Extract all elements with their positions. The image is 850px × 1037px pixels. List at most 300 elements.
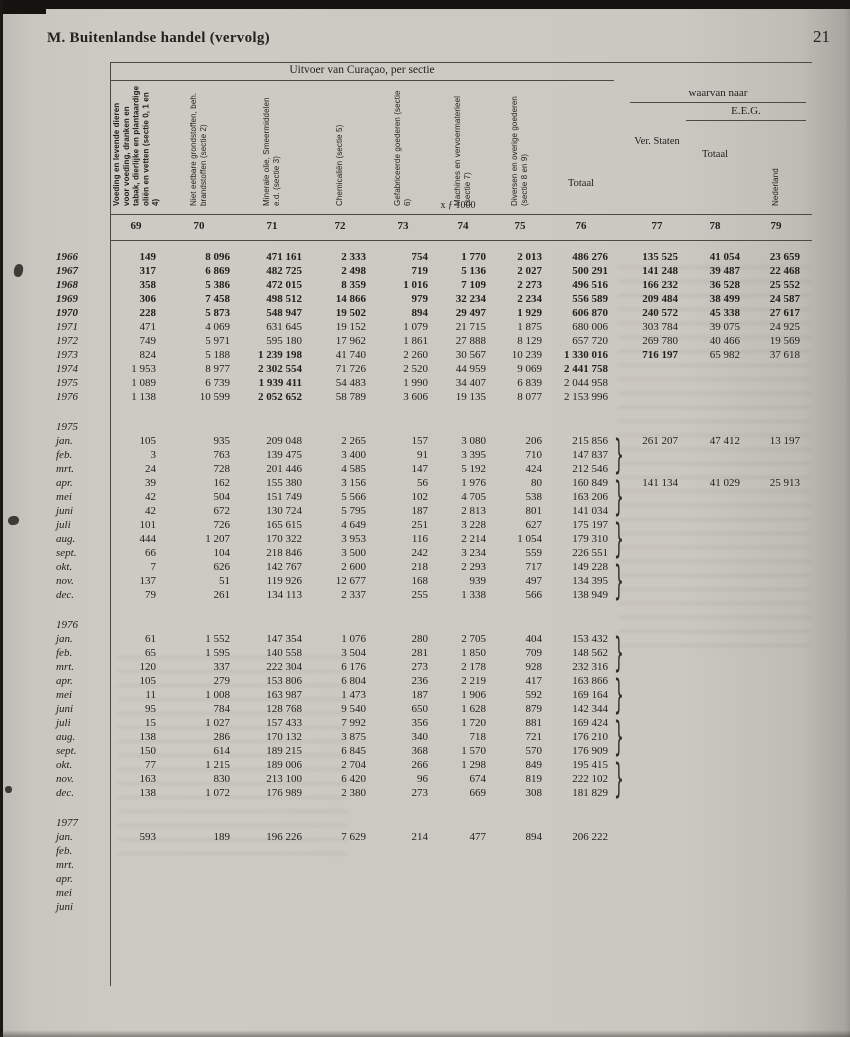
cell-col69: 228 [139, 307, 156, 319]
cell-col69: 138 [139, 787, 156, 799]
cell-col73: 96 [417, 773, 428, 785]
group-brace-cell [614, 306, 630, 320]
cell-col70: 8 977 [205, 363, 230, 375]
cell-col69: 749 [139, 335, 156, 347]
cell-col69: 39 [145, 477, 156, 489]
cell-col74: 19 135 [455, 391, 486, 403]
cell-col77 [630, 786, 684, 800]
cell-col79 [746, 886, 806, 900]
column-number-73: 73 [397, 220, 409, 232]
cell-col72: 2 333 [341, 251, 366, 263]
cell-col76: 169 164 [572, 689, 608, 701]
cell-col72: 4 585 [341, 463, 366, 475]
cell-col70: 5 971 [205, 335, 230, 347]
cell-col76: 680 006 [572, 321, 608, 333]
scan-artifact [5, 786, 12, 793]
cell-col72: 8 359 [341, 279, 366, 291]
cell-col78 [684, 844, 746, 858]
cell-col78 [684, 688, 746, 702]
cell-col75: 710 [525, 449, 542, 461]
table-row [48, 730, 806, 744]
cell-col77 [630, 730, 684, 744]
cell-col73: 273 [411, 787, 428, 799]
cell-col79: 13 197 [769, 435, 800, 447]
cell-col78 [684, 702, 746, 716]
cell-col74: 29 497 [455, 307, 486, 319]
cell-col75: 566 [525, 589, 542, 601]
cell-col70: 6 869 [205, 265, 230, 277]
cell-col78 [684, 730, 746, 744]
cell-col72: 19 502 [335, 307, 366, 319]
group-brace-cell [614, 264, 630, 278]
column-header-72: Chemicaliën (sectie 5) [335, 124, 345, 206]
cell-col74: 3 080 [461, 435, 486, 447]
row-label: aug. [56, 533, 76, 545]
cell-col74 [434, 886, 492, 900]
cell-col70: 6 739 [205, 377, 230, 389]
cell-col71: 189 215 [266, 745, 302, 757]
cell-col78: 65 982 [709, 349, 740, 361]
cell-col71: 165 615 [266, 519, 302, 531]
column-header-70: Niet eetbare grondstoffen, beh. brandstoffen (sectie 2) [189, 92, 208, 206]
group-brace-cell [614, 250, 630, 264]
cell-col73: 340 [411, 731, 428, 743]
cell-col73: 157 [411, 435, 428, 447]
cell-col78: 41 029 [709, 477, 740, 489]
cell-col71: 209 048 [266, 435, 302, 447]
table-row [48, 490, 806, 504]
group-brace-cell [614, 348, 630, 362]
cell-col75: 570 [525, 745, 542, 757]
cell-col77 [630, 504, 684, 518]
cell-col74: 30 567 [455, 349, 486, 361]
cell-col71: 155 380 [266, 477, 302, 489]
cell-col79 [746, 716, 806, 730]
cell-col75: 417 [525, 675, 542, 687]
cell-col76: 222 102 [572, 773, 608, 785]
cell-col78 [684, 858, 746, 872]
cell-col73 [372, 858, 434, 872]
cell-col77 [630, 702, 684, 716]
row-label: okt. [56, 759, 73, 771]
cell-col76: 606 870 [572, 307, 608, 319]
cell-col70 [162, 872, 236, 886]
row-label: jan. [56, 633, 73, 645]
cell-col77 [630, 858, 684, 872]
cell-col73: 147 [411, 463, 428, 475]
section-heading: 1976 [56, 619, 78, 631]
cell-col69: 306 [139, 293, 156, 305]
cell-col71: 170 132 [266, 731, 302, 743]
row-label: 1969 [56, 293, 78, 305]
cell-col72: 9 540 [341, 703, 366, 715]
cell-col78 [684, 362, 746, 376]
group-brace-cell [614, 472, 630, 520]
cell-col77 [630, 448, 684, 462]
cell-col73: 754 [411, 251, 428, 263]
cell-col78 [684, 744, 746, 758]
cell-col72 [308, 900, 372, 914]
cell-col71: 142 767 [266, 561, 302, 573]
row-label: juni [56, 703, 74, 715]
cell-col76 [548, 872, 614, 886]
cell-col77 [630, 546, 684, 560]
cell-col75: 879 [525, 703, 542, 715]
cell-col74: 669 [469, 787, 486, 799]
table-row [48, 390, 806, 404]
row-label: mrt. [56, 463, 75, 475]
cell-col72: 4 649 [341, 519, 366, 531]
table-row [48, 900, 806, 914]
cell-col79: 23 659 [769, 251, 800, 263]
cell-col70: 8 096 [205, 251, 230, 263]
cell-col74: 1 976 [461, 477, 486, 489]
group-brace-cell [614, 900, 630, 914]
cell-col75: 424 [525, 463, 542, 475]
cell-col79 [746, 490, 806, 504]
cell-col78 [684, 772, 746, 786]
cell-col78 [684, 448, 746, 462]
cell-col74: 1 720 [461, 717, 486, 729]
cell-col70: 5 386 [205, 279, 230, 291]
cell-col71: 472 015 [266, 279, 302, 291]
cell-col75: 2 234 [517, 293, 542, 305]
cell-col75: 592 [525, 689, 542, 701]
cell-col74: 2 705 [461, 633, 486, 645]
cell-col79 [746, 390, 806, 404]
cell-col79 [746, 786, 806, 800]
cell-col78: 47 412 [709, 435, 740, 447]
table-row [48, 886, 806, 900]
cell-col78 [684, 830, 746, 844]
cell-col70: 104 [213, 547, 230, 559]
cell-col75 [492, 886, 548, 900]
row-label: juli [56, 717, 71, 729]
cell-col75 [492, 872, 548, 886]
cell-col70: 337 [213, 661, 230, 673]
cell-col74 [434, 858, 492, 872]
cell-col71: 222 304 [266, 661, 302, 673]
column-number-79: 79 [770, 220, 782, 232]
cell-col77: 261 207 [642, 435, 678, 447]
group-brace-cell [614, 754, 630, 802]
cell-col72 [308, 858, 372, 872]
row-label: 1975 [56, 377, 78, 389]
column-number-77: 77 [651, 220, 663, 232]
rule-table-top [110, 62, 812, 63]
cell-col69: 101 [139, 519, 156, 531]
cell-col70: 784 [213, 703, 230, 715]
cell-col78: 36 528 [709, 279, 740, 291]
cell-col71 [236, 886, 308, 900]
cell-col73 [372, 844, 434, 858]
row-label: apr. [56, 873, 73, 885]
cell-col76: 2 441 758 [564, 363, 608, 375]
cell-col70: 830 [213, 773, 230, 785]
row-label: 1976 [56, 391, 78, 403]
cell-col71: 128 768 [266, 703, 302, 715]
cell-col76: 500 291 [572, 265, 608, 277]
cell-col79: 24 587 [769, 293, 800, 305]
cell-col72: 2 337 [341, 589, 366, 601]
cell-col73: 368 [411, 745, 428, 757]
cell-col72: 1 076 [341, 633, 366, 645]
cell-col72: 3 500 [341, 547, 366, 559]
cell-col72: 5 795 [341, 505, 366, 517]
cell-col76: 138 949 [572, 589, 608, 601]
cell-col75: 6 839 [517, 377, 542, 389]
cell-col75: 10 239 [511, 349, 542, 361]
cell-col73: 214 [411, 831, 428, 843]
column-number-75: 75 [514, 220, 526, 232]
cell-col74 [434, 900, 492, 914]
cell-col73: 266 [411, 759, 428, 771]
cell-col74: 477 [469, 831, 486, 843]
group-brace-cell [614, 670, 630, 718]
cell-col76: 142 344 [572, 703, 608, 715]
unit-note: x ƒ 1000 [440, 200, 476, 211]
cell-col73: 116 [411, 533, 428, 545]
cell-col74: 5 192 [461, 463, 486, 475]
cell-col76: 212 546 [572, 463, 608, 475]
cell-col77 [630, 744, 684, 758]
cell-col72: 7 629 [341, 831, 366, 843]
table-row [48, 532, 806, 546]
cell-col74: 2 293 [461, 561, 486, 573]
rule-above-column-numbers [110, 214, 812, 215]
cell-col77 [630, 362, 684, 376]
row-label: aug. [56, 731, 76, 743]
cell-col72 [308, 844, 372, 858]
cell-col69: 471 [139, 321, 156, 333]
cell-col69 [110, 886, 162, 900]
cell-col79 [746, 462, 806, 476]
cell-col77 [630, 376, 684, 390]
cell-col72: 2 600 [341, 561, 366, 573]
row-label: mei [56, 491, 72, 503]
table-row [48, 674, 806, 688]
cell-col70: 189 [213, 831, 230, 843]
cell-col70: 10 599 [199, 391, 230, 403]
cell-col74: 2 178 [461, 661, 486, 673]
group-brace-cell [614, 390, 630, 404]
cell-col71: 170 322 [266, 533, 302, 545]
cell-col69: 1 953 [131, 363, 156, 375]
cell-col74: 1 628 [461, 703, 486, 715]
cell-col72: 3 875 [341, 731, 366, 743]
brace-icon: } [614, 712, 624, 760]
cell-col70: 626 [213, 561, 230, 573]
cell-col78 [684, 886, 746, 900]
cell-col69: 105 [139, 675, 156, 687]
column-header-73: Gefabriceerde goederen (sectie 6) [393, 90, 412, 206]
cell-col77: 141 134 [642, 477, 678, 489]
row-label: sept. [56, 547, 77, 559]
cell-col76: 149 228 [572, 561, 608, 573]
cell-col79: 25 913 [769, 477, 800, 489]
cell-col76: 134 395 [572, 575, 608, 587]
cell-col74: 3 395 [461, 449, 486, 461]
cell-col69: 42 [145, 491, 156, 503]
cell-col77 [630, 646, 684, 660]
cell-col76 [548, 900, 614, 914]
cell-col70: 4 069 [205, 321, 230, 333]
cell-col71: 1 939 411 [258, 377, 302, 389]
cell-col76: 195 415 [572, 759, 608, 771]
cell-col72: 2 704 [341, 759, 366, 771]
cell-col72: 6 176 [341, 661, 366, 673]
cell-col70: 935 [213, 435, 230, 447]
cell-col75: 801 [525, 505, 542, 517]
cell-col69: 24 [145, 463, 156, 475]
cell-col76: 657 720 [572, 335, 608, 347]
cell-col70: 1 207 [205, 533, 230, 545]
cell-col69: 824 [139, 349, 156, 361]
cell-col76: 556 589 [572, 293, 608, 305]
cell-col71: 2 302 554 [258, 363, 302, 375]
table-row [48, 560, 806, 574]
table-row [48, 830, 806, 844]
cell-col79 [746, 858, 806, 872]
cell-col70: 614 [213, 745, 230, 757]
row-label: okt. [56, 561, 73, 573]
table-body [48, 250, 806, 914]
cell-col69: 150 [139, 745, 156, 757]
table-row [48, 772, 806, 786]
cell-col69: 149 [139, 251, 156, 263]
cell-col71: 147 354 [266, 633, 302, 645]
column-header-76: Totaal [567, 178, 595, 189]
cell-col71: 157 433 [266, 717, 302, 729]
cell-col74: 4 705 [461, 491, 486, 503]
group-brace-cell [614, 872, 630, 886]
cell-col76: 141 034 [572, 505, 608, 517]
cell-col78 [684, 674, 746, 688]
cell-col70 [162, 858, 236, 872]
cell-col70: 1 595 [205, 647, 230, 659]
cell-col72: 3 953 [341, 533, 366, 545]
cell-col72: 12 677 [335, 575, 366, 587]
cell-col76 [548, 886, 614, 900]
cell-col74: 32 234 [455, 293, 486, 305]
rule-under-title [110, 80, 614, 81]
cell-col76: 169 424 [572, 717, 608, 729]
row-label: 1968 [56, 279, 78, 291]
group-brace-cell [614, 628, 630, 676]
cell-col78 [684, 574, 746, 588]
group-brace-cell [614, 278, 630, 292]
cell-col79 [746, 376, 806, 390]
cell-col79 [746, 362, 806, 376]
cell-col76: 486 276 [572, 251, 608, 263]
cell-col71: 201 446 [266, 463, 302, 475]
table-row [48, 264, 806, 278]
cell-col77: 166 232 [642, 279, 678, 291]
cell-col74: 1 338 [461, 589, 486, 601]
cell-col74: 1 570 [461, 745, 486, 757]
table-row [48, 476, 806, 490]
cell-col73: 979 [411, 293, 428, 305]
table-row [48, 872, 806, 886]
cell-col79: 19 569 [769, 335, 800, 347]
cell-col72: 41 740 [335, 349, 366, 361]
cell-col78: 39 075 [709, 321, 740, 333]
cell-col71: 1 239 198 [258, 349, 302, 361]
cell-col74: 2 214 [461, 533, 486, 545]
cell-col69: 7 [150, 561, 156, 573]
column-number-76: 76 [575, 220, 587, 232]
cell-col71: 595 180 [266, 335, 302, 347]
cell-col78 [684, 900, 746, 914]
table-row [48, 504, 806, 518]
cell-col78: 39 487 [709, 265, 740, 277]
table-row [48, 334, 806, 348]
cell-col72: 2 265 [341, 435, 366, 447]
cell-col79 [746, 504, 806, 518]
column-number-74: 74 [457, 220, 469, 232]
row-label: mei [56, 887, 72, 899]
table-row [48, 546, 806, 560]
cell-col72: 3 400 [341, 449, 366, 461]
group-brace-cell [614, 712, 630, 760]
cell-col76: 148 562 [572, 647, 608, 659]
cell-col71: 176 989 [266, 787, 302, 799]
cell-col70: 728 [213, 463, 230, 475]
cell-col69 [110, 872, 162, 886]
cell-col71: 153 806 [266, 675, 302, 687]
cell-col73: 168 [411, 575, 428, 587]
cell-col69: 138 [139, 731, 156, 743]
cell-col79: 37 618 [769, 349, 800, 361]
row-label: sept. [56, 745, 77, 757]
row-label: dec. [56, 589, 75, 601]
column-number-72: 72 [334, 220, 346, 232]
table-row [48, 632, 806, 646]
section-heading-row [48, 602, 806, 632]
cell-col77 [630, 560, 684, 574]
cell-col73: 91 [417, 449, 428, 461]
cell-col78: 41 054 [709, 251, 740, 263]
cell-col79: 25 552 [769, 279, 800, 291]
cell-col78 [684, 504, 746, 518]
cell-col75: 2 027 [517, 265, 542, 277]
group-brace-cell [614, 858, 630, 872]
cell-col72: 1 473 [341, 689, 366, 701]
group-brace-cell [614, 376, 630, 390]
cell-col75: 2 013 [517, 251, 542, 263]
cell-col79 [746, 518, 806, 532]
cell-col75 [492, 844, 548, 858]
cell-col73: 1 990 [403, 377, 428, 389]
section-heading-row [48, 404, 806, 434]
table-row [48, 462, 806, 476]
cell-col74: 674 [469, 773, 486, 785]
cell-col79 [746, 758, 806, 772]
table-row [48, 758, 806, 772]
cell-col69: 79 [145, 589, 156, 601]
row-label: mrt. [56, 661, 75, 673]
table-row [48, 362, 806, 376]
brace-icon: } [614, 472, 624, 520]
cell-col70: 726 [213, 519, 230, 531]
cell-col79 [746, 574, 806, 588]
cell-col69: 593 [139, 831, 156, 843]
table-row [48, 306, 806, 320]
row-label: mei [56, 689, 72, 701]
page-number: 21 [813, 27, 830, 46]
cell-col76: 232 316 [572, 661, 608, 673]
cell-col75: 308 [525, 787, 542, 799]
